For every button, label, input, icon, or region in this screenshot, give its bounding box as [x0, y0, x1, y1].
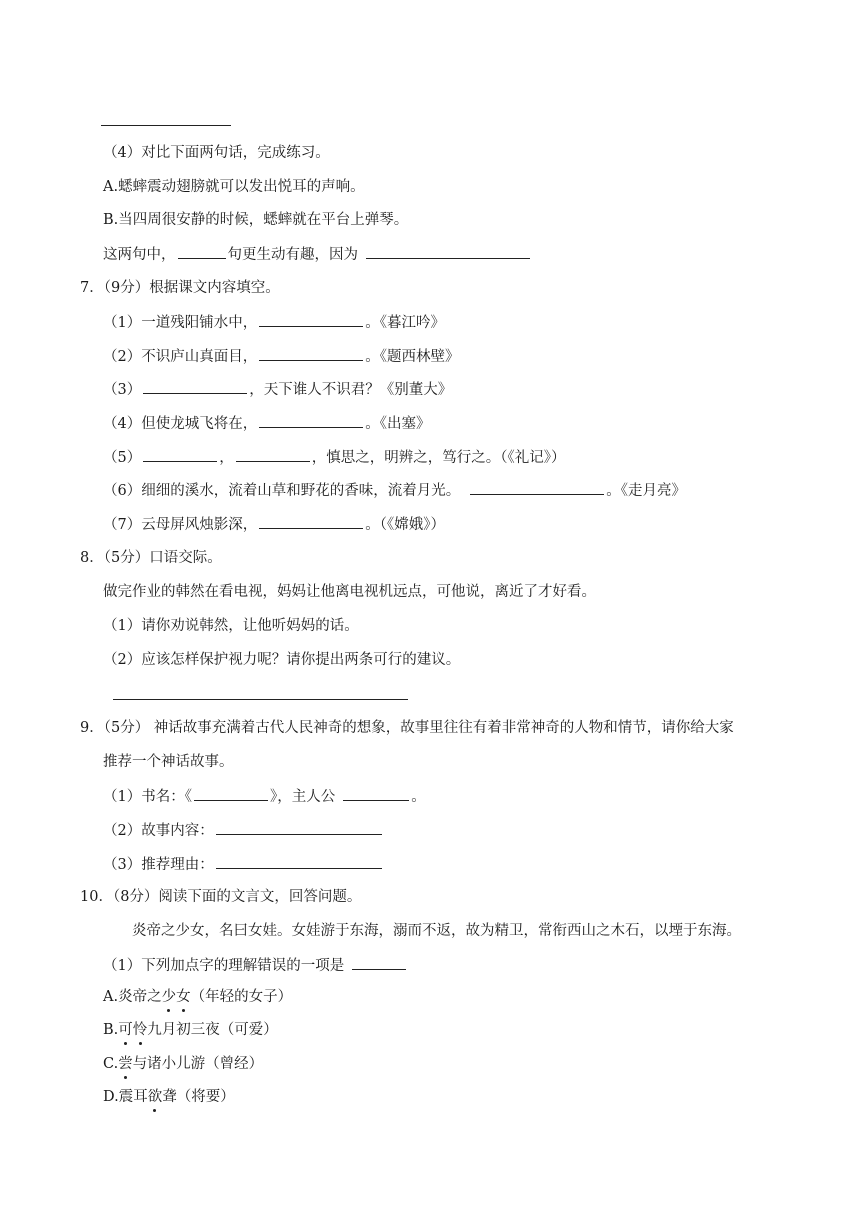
q7-l7-post: 。（《嫦娥》）	[365, 517, 445, 533]
q9-title-cont: 推荐一个神话故事。	[103, 754, 234, 770]
q6-compare-line	[103, 244, 532, 265]
q8-title: 8．（5分）口语交际。	[80, 550, 222, 566]
q7-l2-post: 。《题西林壁》	[365, 349, 460, 365]
dotted-char: 尝	[118, 1056, 133, 1072]
q7-l6-pre: （6）细细的溪水，流着山草和野花的香味，流着月光。	[103, 483, 461, 499]
q7-blank-7[interactable]	[259, 514, 363, 529]
option-d-gloss: 聋（将要）	[162, 1089, 235, 1105]
q9-blank-book[interactable]	[194, 786, 268, 801]
q7-blank-2[interactable]	[259, 346, 363, 361]
q10-passage: 炎帝之少女，名曰女娃。女娃游于东海，溺而不返，故为精卫，常衔西山之木石，以堙于东海。	[132, 923, 741, 939]
q7-blank-5a[interactable]	[143, 447, 217, 462]
q10-p1-label: （1）下列加点字的理解错误的一项是	[103, 958, 345, 974]
q7-line-1	[103, 312, 445, 333]
q10-option-a[interactable]	[103, 987, 292, 1007]
q7-l1-pre: （1）一道残阳铺水中，	[103, 315, 258, 331]
dotted-char: 怜	[132, 1022, 148, 1038]
dotted-char: 女	[176, 989, 191, 1005]
q9-blank-reason[interactable]	[216, 854, 382, 869]
q7-line-5	[103, 447, 565, 468]
q7-blank-3[interactable]	[143, 379, 247, 394]
q6-sentence-b: B.当四周很安静的时候，蟋蟀就在平台上弹琴。	[103, 212, 409, 228]
q7-l5-sep: ，	[219, 450, 234, 466]
q9-blank-hero[interactable]	[343, 786, 409, 801]
q9-p3-label: （3）推荐理由：	[103, 857, 214, 873]
dotted-char: 欲	[147, 1089, 163, 1105]
q7-line-4	[103, 413, 430, 434]
q6-sentence-a: A.蟋蟀震动翅膀就可以发出悦耳的声响。	[103, 179, 365, 195]
q7-blank-4[interactable]	[259, 413, 363, 428]
q7-l1-post: 。《暮江吟》	[365, 315, 445, 331]
q9-p2-label: （2）故事内容：	[103, 823, 214, 839]
q10-option-c[interactable]	[103, 1054, 263, 1074]
q7-blank-5b[interactable]	[236, 447, 310, 462]
q9-part3	[103, 854, 384, 875]
option-c-text: 与诸小儿游（曾经）	[132, 1056, 264, 1072]
q8-context: 做完作业的韩然在看电视，妈妈让他离电视机远点，可他说，离近了才好看。	[103, 584, 596, 600]
q6-compare-pre: 这两句中，	[103, 247, 176, 263]
option-b-text: 九月初三夜（可爱）	[147, 1022, 278, 1038]
q10-part1	[103, 955, 408, 976]
q7-title: 7．（9分）根据课文内容填空。	[80, 280, 280, 296]
q10-option-b[interactable]	[103, 1020, 278, 1040]
q7-line-7	[103, 514, 445, 535]
q9-part1	[103, 786, 426, 807]
q7-l3-pre: （3）	[103, 382, 142, 398]
option-b-letter: B.	[103, 1022, 119, 1038]
q8-part2: （2）应该怎样保护视力呢？请你提出两条可行的建议。	[103, 652, 461, 668]
q10-title: 10．（8分）阅读下面的文言文，回答问题。	[80, 889, 362, 905]
q7-line-3	[103, 379, 452, 400]
q9-p1-mid: 》，主人公	[269, 789, 336, 805]
dotted-char: 可	[118, 1022, 133, 1038]
q7-l4-post: 。《出塞》	[365, 416, 431, 432]
q7-l3-post: ，天下谁人不识君？《别董大》	[249, 382, 453, 398]
q6-compare-mid: 句更生动有趣，因为	[227, 247, 358, 263]
q7-l5-post: ，慎思之，明辨之，笃行之。（《礼记》）	[311, 450, 566, 466]
q9-part2	[103, 820, 384, 841]
option-c-letter: C.	[103, 1056, 119, 1072]
q10-blank-choice[interactable]	[352, 955, 406, 970]
q8-part1: （1）请你劝说韩然，让他听妈妈的话。	[103, 618, 359, 634]
q6-blank-sentence[interactable]	[178, 244, 226, 259]
q7-blank-1[interactable]	[259, 312, 363, 327]
option-d-text: D.震耳	[103, 1089, 148, 1105]
q9-p1-post: 。	[411, 789, 426, 805]
q6-blank-reason[interactable]	[366, 244, 530, 259]
dotted-char: 少	[161, 989, 177, 1005]
q7-blank-6[interactable]	[470, 480, 604, 495]
option-a-text: A.炎帝之	[103, 989, 162, 1005]
q7-l2-pre: （2）不识庐山真面目，	[103, 349, 258, 365]
option-a-gloss: （年轻的女子）	[190, 989, 293, 1005]
q7-l5-pre: （5）	[103, 450, 142, 466]
q7-line-6	[103, 480, 686, 501]
q10-option-d[interactable]	[103, 1087, 235, 1107]
q9-blank-content[interactable]	[216, 820, 382, 835]
answer-line-top[interactable]	[101, 125, 231, 126]
q7-l4-pre: （4）但使龙城飞将在，	[103, 416, 258, 432]
q7-line-2	[103, 346, 459, 367]
q7-l7-pre: （7）云母屏风烛影深，	[103, 517, 258, 533]
q9-title: 9．（5分） 神话故事充满着古代人民神奇的想象，故事里往往有着非常神奇的人物和情节，请你给大家	[80, 720, 734, 736]
q9-p1-pre: （1）书名：《	[103, 789, 192, 805]
q8-answer-line[interactable]	[113, 699, 408, 700]
q6-part4-title: （4）对比下面两句话，完成练习。	[103, 145, 330, 161]
q7-l6-post: 。《走月亮》	[606, 483, 686, 499]
